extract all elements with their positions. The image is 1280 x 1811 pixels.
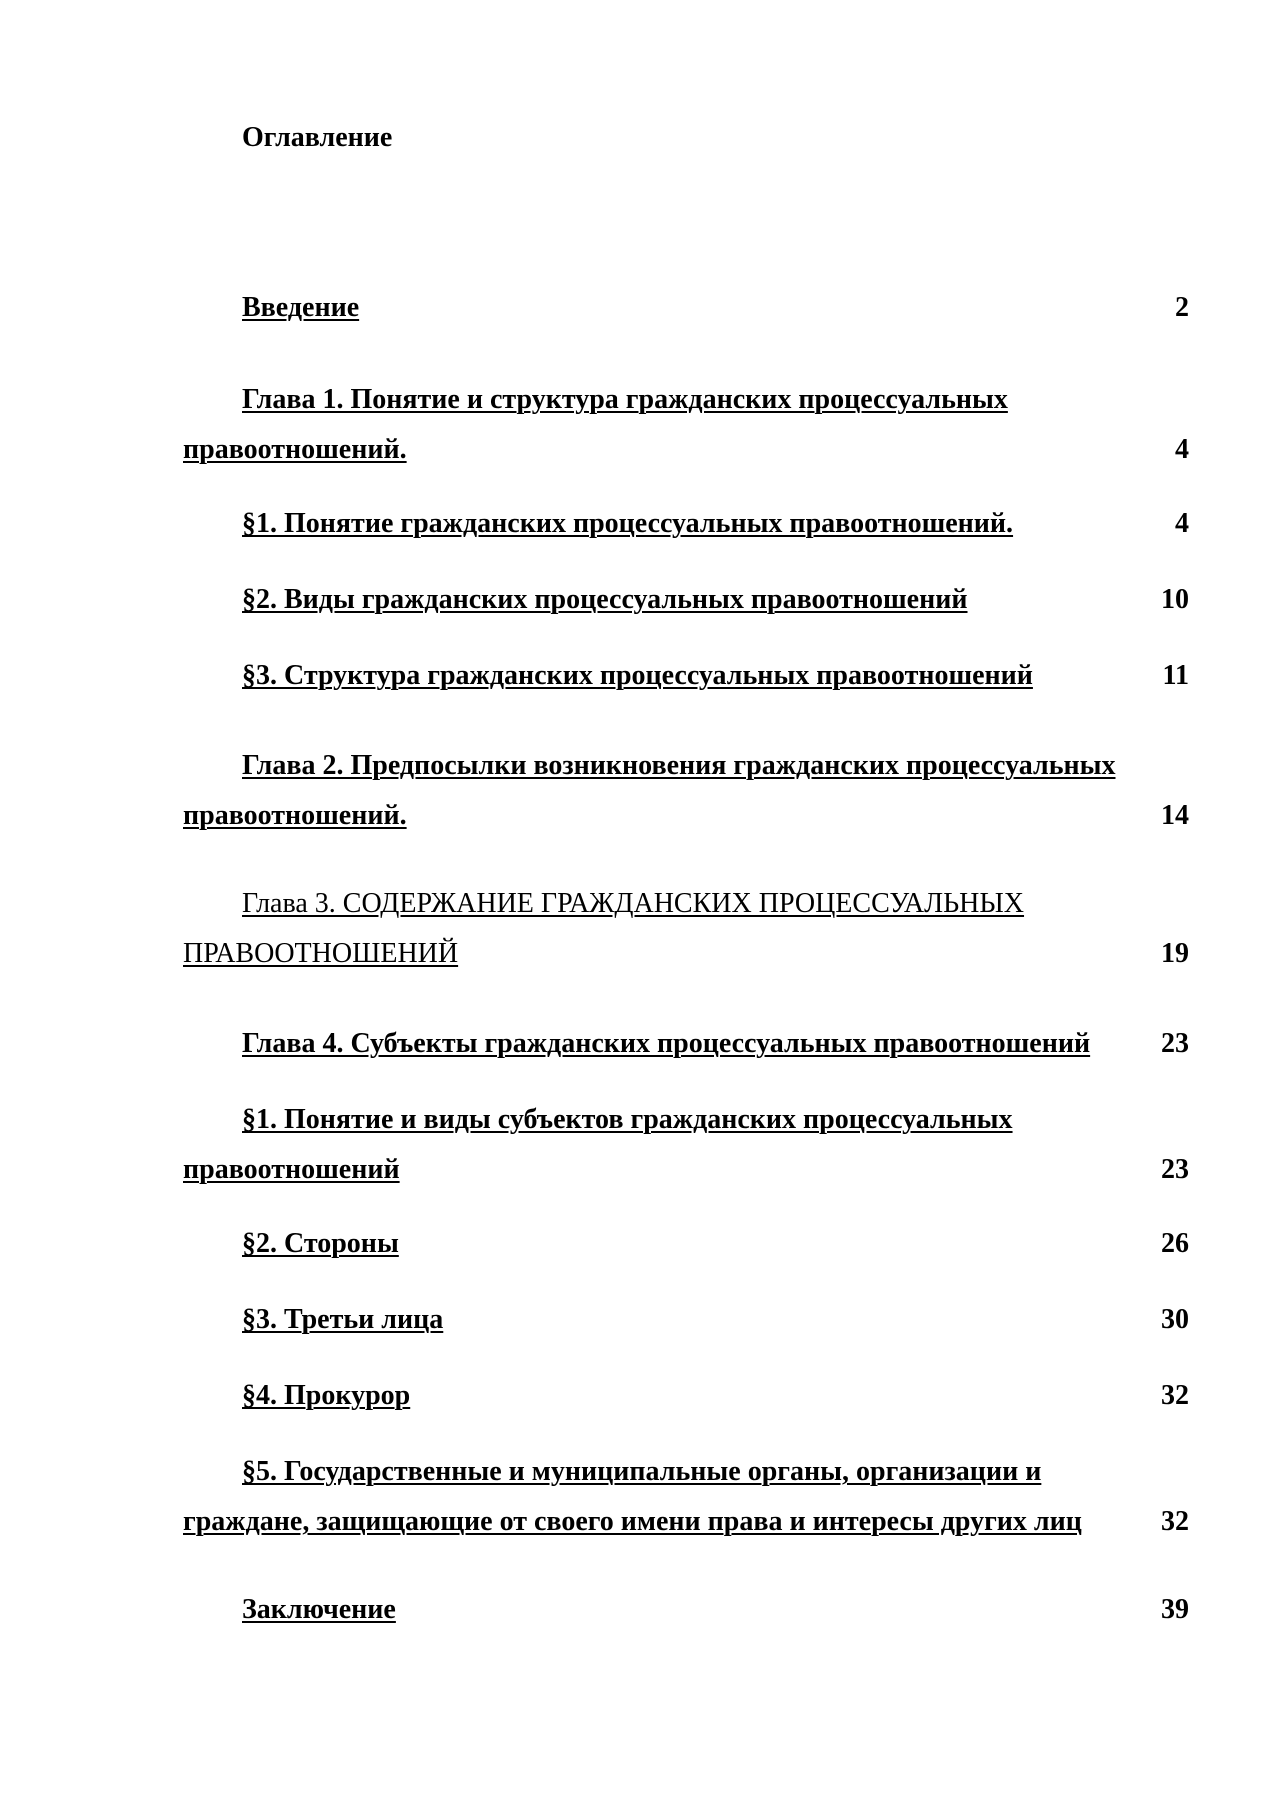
toc-entry-label[interactable]: §4. Прокурор	[242, 1380, 411, 1411]
toc-entry-introduction[interactable]	[183, 290, 1189, 326]
toc-entry-chapter-3[interactable]	[183, 886, 1189, 972]
toc-entry-ch1-section-2[interactable]	[183, 582, 1189, 618]
toc-entry-ch1-section-3[interactable]	[183, 658, 1189, 694]
toc-entry-ch4-section-1[interactable]	[183, 1102, 1189, 1188]
toc-page-number: 32	[1161, 1506, 1189, 1537]
toc-entry-label[interactable]: §1. Понятие гражданских процессуальных правоотношений.	[242, 508, 1014, 539]
toc-entry-label-line-1[interactable]: Глава 1. Понятие и структура гражданских процессуальных	[242, 384, 1008, 415]
toc-page-number: 23	[1161, 1154, 1189, 1185]
toc-entry-label-line-1[interactable]: Глава 3. СОДЕРЖАНИЕ ГРАЖДАНСКИХ ПРОЦЕССУАЛЬНЫХ	[242, 888, 1025, 919]
toc-page-number: 10	[1161, 584, 1189, 615]
toc-entry-conclusion[interactable]	[183, 1592, 1189, 1628]
toc-entry-ch1-section-1[interactable]	[183, 506, 1189, 542]
toc-entry-label[interactable]: Заключение	[242, 1594, 396, 1625]
toc-page-number: 19	[1161, 938, 1189, 969]
toc-entry-label-line-2[interactable]: правоотношений.	[183, 800, 407, 831]
toc-entry-label-line-2[interactable]: правоотношений.	[183, 434, 407, 465]
toc-entry-label-line-1[interactable]: Глава 2. Предпосылки возникновения гражданских процессуальных	[242, 750, 1116, 781]
toc-entry-label-line-1[interactable]: §1. Понятие и виды субъектов гражданских процессуальных	[242, 1104, 1013, 1135]
toc-entry-label[interactable]: Введение	[242, 292, 360, 323]
toc-entry-label-line-2[interactable]: ПРАВООТНОШЕНИЙ	[183, 938, 459, 969]
toc-entry-label-line-2[interactable]: правоотношений	[183, 1154, 400, 1185]
toc-page-number: 2	[1175, 292, 1189, 323]
toc-page-number: 14	[1161, 800, 1189, 831]
toc-page-number: 11	[1162, 660, 1189, 691]
toc-entry-label[interactable]: §3. Третьи лица	[242, 1304, 444, 1335]
toc-entry-label[interactable]: Глава 4. Субъекты гражданских процессуальных правоотношений	[242, 1028, 1091, 1059]
toc-entry-label[interactable]: §2. Стороны	[242, 1228, 399, 1259]
toc-entry-label-line-2[interactable]: граждане, защищающие от своего имени права и интересы других лиц	[183, 1506, 1082, 1537]
toc-page-number: 39	[1161, 1594, 1189, 1625]
toc-entry-label[interactable]: §3. Структура гражданских процессуальных правоотношений	[242, 660, 1033, 691]
toc-title: Оглавление	[242, 122, 393, 153]
toc-entry-label[interactable]: §2. Виды гражданских процессуальных правоотношений	[242, 584, 968, 615]
toc-page-number: 30	[1161, 1304, 1189, 1335]
toc-page-number: 23	[1161, 1028, 1189, 1059]
toc-entry-chapter-2[interactable]	[183, 748, 1189, 834]
toc-entry-chapter-1[interactable]	[183, 382, 1189, 468]
toc-entry-chapter-4[interactable]	[183, 1026, 1189, 1062]
toc-page-number: 32	[1161, 1380, 1189, 1411]
toc-entry-label-line-1[interactable]: §5. Государственные и муниципальные органы, организации и	[242, 1456, 1042, 1487]
toc-page-number: 26	[1161, 1228, 1189, 1259]
toc-entry-ch4-section-2[interactable]	[183, 1226, 1189, 1262]
toc-entry-ch4-section-3[interactable]	[183, 1302, 1189, 1338]
toc-entry-ch4-section-5[interactable]	[183, 1454, 1189, 1540]
toc-page-number: 4	[1175, 434, 1189, 465]
toc-entry-ch4-section-4[interactable]	[183, 1378, 1189, 1414]
toc-page-number: 4	[1175, 508, 1189, 539]
